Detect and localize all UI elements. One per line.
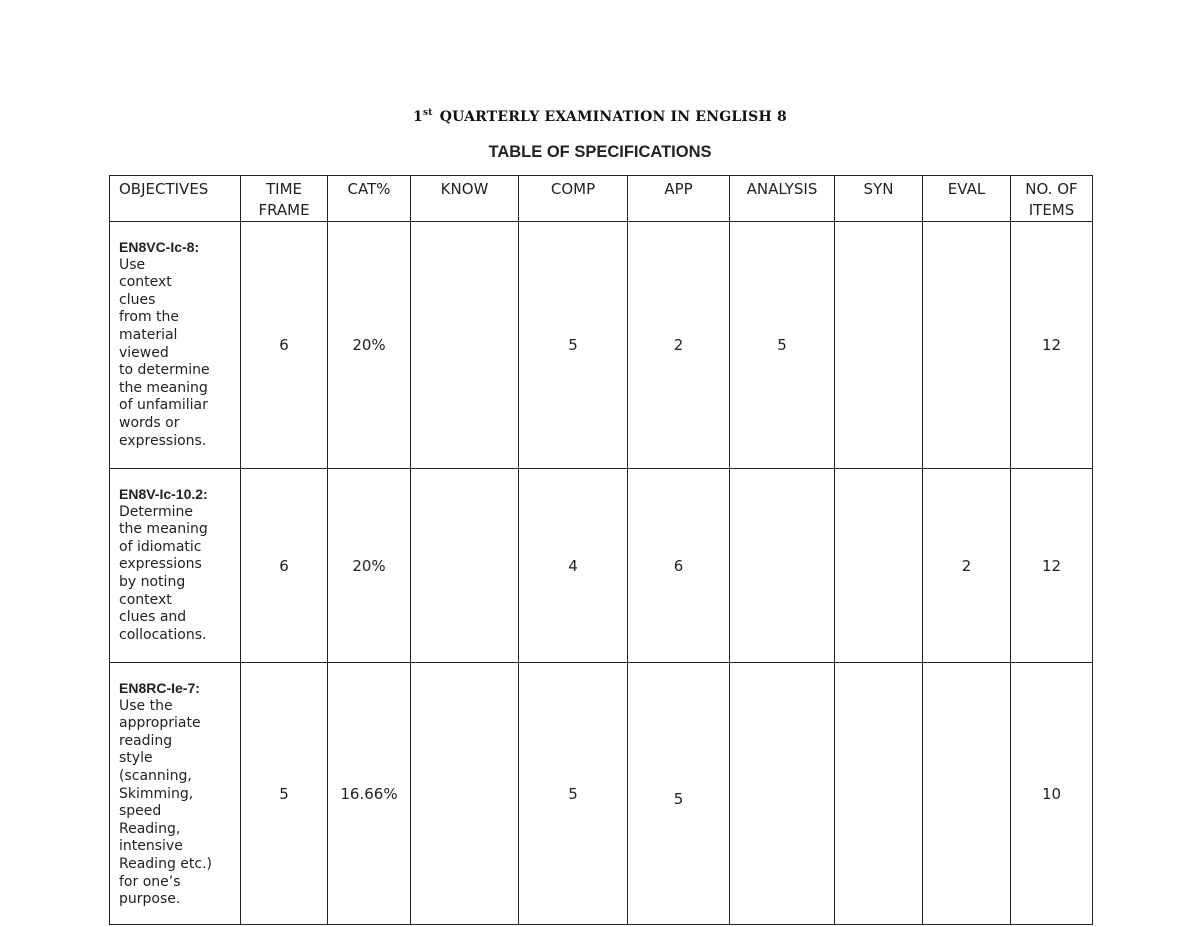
specifications-table bbox=[109, 175, 1093, 925]
competency-code: EN8RC-Ie-7: bbox=[119, 680, 200, 696]
analysis-cell bbox=[730, 469, 835, 663]
header-comp: COMP bbox=[519, 176, 628, 222]
header-cat: CAT% bbox=[328, 176, 411, 222]
objective-cell bbox=[110, 222, 241, 469]
comp-cell: 5 bbox=[519, 222, 628, 469]
app-cell: 6 bbox=[628, 469, 730, 663]
time-frame-cell: 6 bbox=[241, 469, 328, 663]
objective-text: Determine the meaning of idiomatic expressions by noting context clues and collocations. bbox=[119, 503, 208, 643]
comp-cell: 5 bbox=[519, 663, 628, 925]
time-frame-cell: 5 bbox=[241, 663, 328, 925]
time-frame-cell: 6 bbox=[241, 222, 328, 469]
header-app: APP bbox=[628, 176, 730, 222]
header-time-frame: TIME FRAME bbox=[241, 176, 328, 222]
title-prefix: 1 bbox=[413, 109, 423, 125]
know-cell bbox=[411, 222, 519, 469]
app-cell bbox=[628, 663, 730, 925]
header-objectives: OBJECTIVES bbox=[110, 176, 241, 222]
syn-cell bbox=[835, 222, 923, 469]
title-superscript: st bbox=[423, 108, 433, 118]
header-know: KNOW bbox=[411, 176, 519, 222]
header-row bbox=[110, 176, 1093, 222]
objective-text: Use the appropriate reading style (scanning, Skimming, speed Reading, intensive Reading etc.) for one’s purpose. bbox=[119, 697, 212, 908]
items-cell: 12 bbox=[1011, 469, 1093, 663]
header-analysis: ANALYSIS bbox=[730, 176, 835, 222]
syn-cell bbox=[835, 663, 923, 925]
objective-text: Use context clues from the material viewed to determine the meaning of unfamiliar words or expressions. bbox=[119, 256, 210, 449]
syn-cell bbox=[835, 469, 923, 663]
title-main: QUARTERLY EXAMINATION IN ENGLISH 8 bbox=[439, 109, 787, 125]
table-subtitle: TABLE OF SPECIFICATIONS bbox=[488, 143, 712, 161]
know-cell bbox=[411, 663, 519, 925]
table-row bbox=[110, 222, 1093, 469]
eval-cell: 2 bbox=[923, 469, 1011, 663]
competency-code: EN8V-Ic-10.2: bbox=[119, 486, 208, 502]
cat-cell: 20% bbox=[328, 222, 411, 469]
header-items: NO. OF ITEMS bbox=[1011, 176, 1093, 222]
items-cell: 10 bbox=[1011, 663, 1093, 925]
eval-cell bbox=[923, 222, 1011, 469]
analysis-cell: 5 bbox=[730, 222, 835, 469]
app-cell: 2 bbox=[628, 222, 730, 469]
header-eval: EVAL bbox=[923, 176, 1011, 222]
header-syn: SYN bbox=[835, 176, 923, 222]
know-cell bbox=[411, 469, 519, 663]
cat-cell: 16.66% bbox=[328, 663, 411, 925]
eval-cell bbox=[923, 663, 1011, 925]
items-cell: 12 bbox=[1011, 222, 1093, 469]
analysis-cell bbox=[730, 663, 835, 925]
cat-cell: 20% bbox=[328, 469, 411, 663]
table-row bbox=[110, 469, 1093, 663]
table-row bbox=[110, 663, 1093, 925]
objective-cell bbox=[110, 663, 241, 925]
app-value: 5 bbox=[673, 789, 684, 808]
comp-cell: 4 bbox=[519, 469, 628, 663]
exam-title bbox=[0, 108, 1200, 125]
competency-code: EN8VC-Ic-8: bbox=[119, 239, 200, 255]
objective-cell bbox=[110, 469, 241, 663]
